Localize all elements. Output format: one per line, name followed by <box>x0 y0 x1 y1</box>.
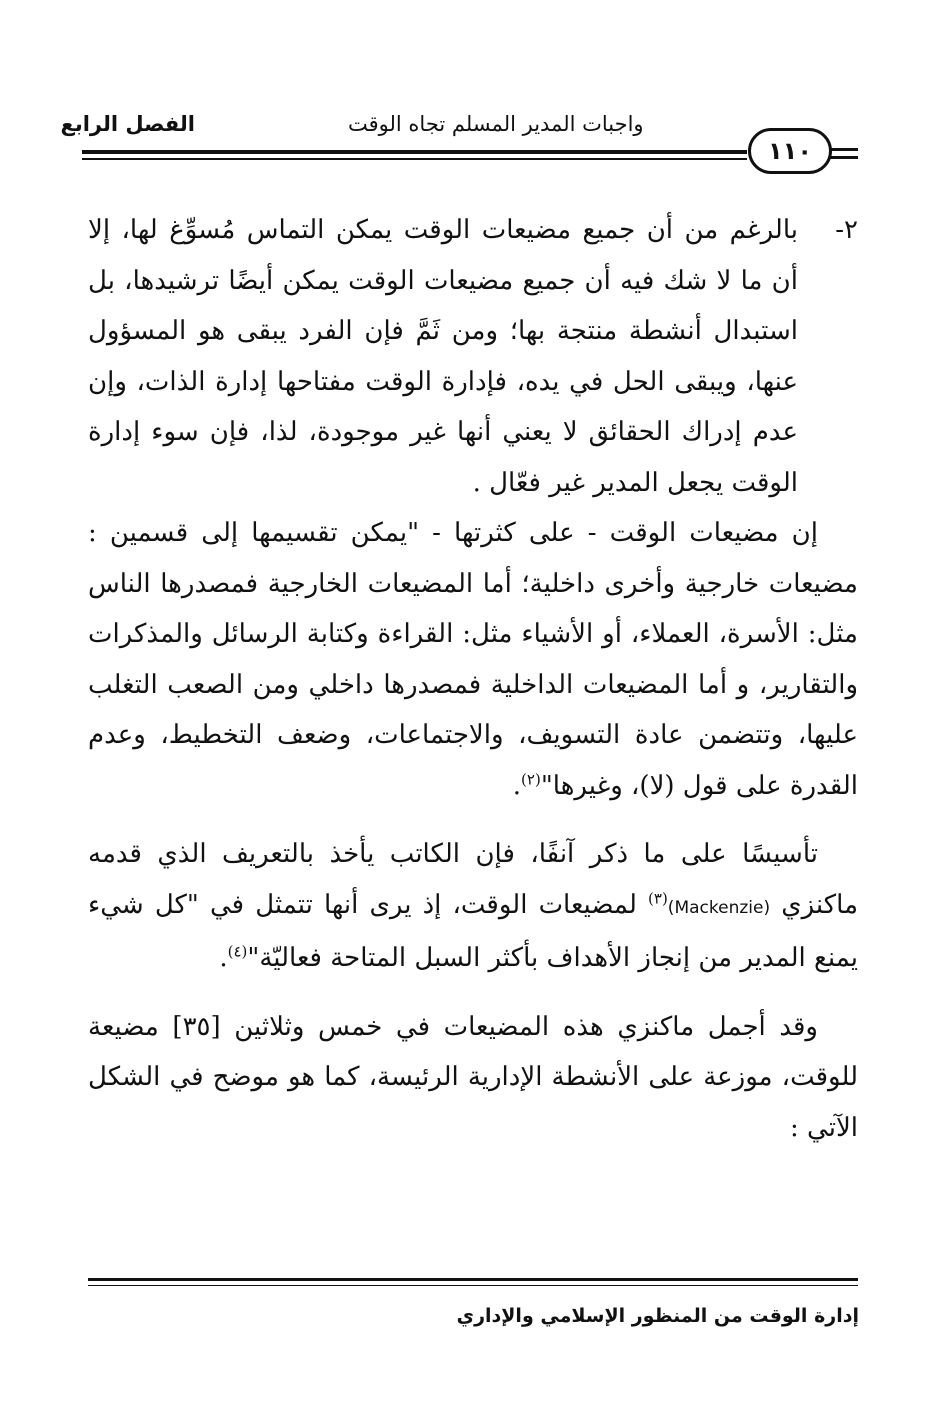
footer-rule <box>88 1278 858 1281</box>
paragraph-time-wasters-types <box>88 508 858 811</box>
footnote-ref: (٤) <box>227 942 248 961</box>
header-rule-thin <box>82 158 747 160</box>
book-title: إدارة الوقت من المنظور الإسلامي والإداري <box>456 1305 859 1327</box>
page-number <box>748 128 832 174</box>
paragraph-end: . <box>512 770 522 801</box>
list-item-2 <box>88 205 858 508</box>
running-title: واجبات المدير المسلم تجاه الوقت <box>348 112 644 136</box>
paragraph-end: . <box>219 943 228 973</box>
chapter-title: الفصل الرابع <box>60 112 195 136</box>
paragraph-text: تأسيسًا على ما ذكر آنفًا، فإن الكاتب يأخذ بالتعريف الذي قدمه ماكنزي <box>88 839 859 920</box>
page-number-dash <box>830 156 858 159</box>
list-item-text: بالرغم من أن جميع مضيعات الوقت يمكن التماس مُسوِّغ لها، إلا أن ما لا شك فيه أن جميع مضيعات الوقت يمكن أيضًا ترشيدها، بل استبدال أنشطة منتجة بها؛ ومن ثَمَّ فإن الفرد يبقى هو المسؤول عنها، ويبقى الحل في يده، فإدارة الوقت مفتاحها إدارة الذات، وإن عدم إدراك الحقائق لا يعني أنها غير موجودة، لذا، فإن سوء إدارة الوقت يجعل المدير غير فعّال . <box>88 215 798 498</box>
header-rule <box>82 150 747 154</box>
page-number-value: ١١٠ <box>768 137 812 165</box>
footnote-ref: (٣) <box>648 888 668 907</box>
page-number-dash <box>830 148 858 151</box>
latin-name: (Mackenzie) <box>667 897 771 918</box>
paragraph-text: لمضيعات الوقت، إذ يرى أنها تتمثل في "كل شيء يمنع المدير من إنجاز الأهداف بأكثر السبل المتاحة فعاليّة" <box>88 889 858 973</box>
paragraph-thirty-five-wasters: وقد أجمل ماكنزي هذه المضيعات في خمس وثلاثين [٣٥] مضيعة للوقت، موزعة على الأنشطة الإدارية الرئيسة، كما هو موضح في الشكل الآتي : <box>88 1011 858 1143</box>
footer-rule-thin <box>88 1285 858 1286</box>
paragraph-text: إن مضيعات الوقت - على كثرتها - "يمكن تقسيمها إلى قسمين : مضيعات خارجية وأخرى داخلية؛ أما المضيعات الخارجية فمصدرها الناس مثل: الأسرة، العملاء، أو الأشياء مثل: القراءة وكتابة الرسائل والمذكرات والتقارير، و أما المضيعات الداخلية فمصدرها داخلي ومن الصعب التغلب عليها، وتتضمن عادة التسويف، والاجتماعات، وضعف التخطيط، وعدم القدرة على قول (لا)، وغيرها" <box>88 518 858 801</box>
list-marker: ٢- <box>835 215 858 245</box>
body-text <box>88 205 858 1153</box>
footnote-ref: (٢) <box>521 769 541 788</box>
paragraph-mackenzie-definition <box>88 829 858 984</box>
